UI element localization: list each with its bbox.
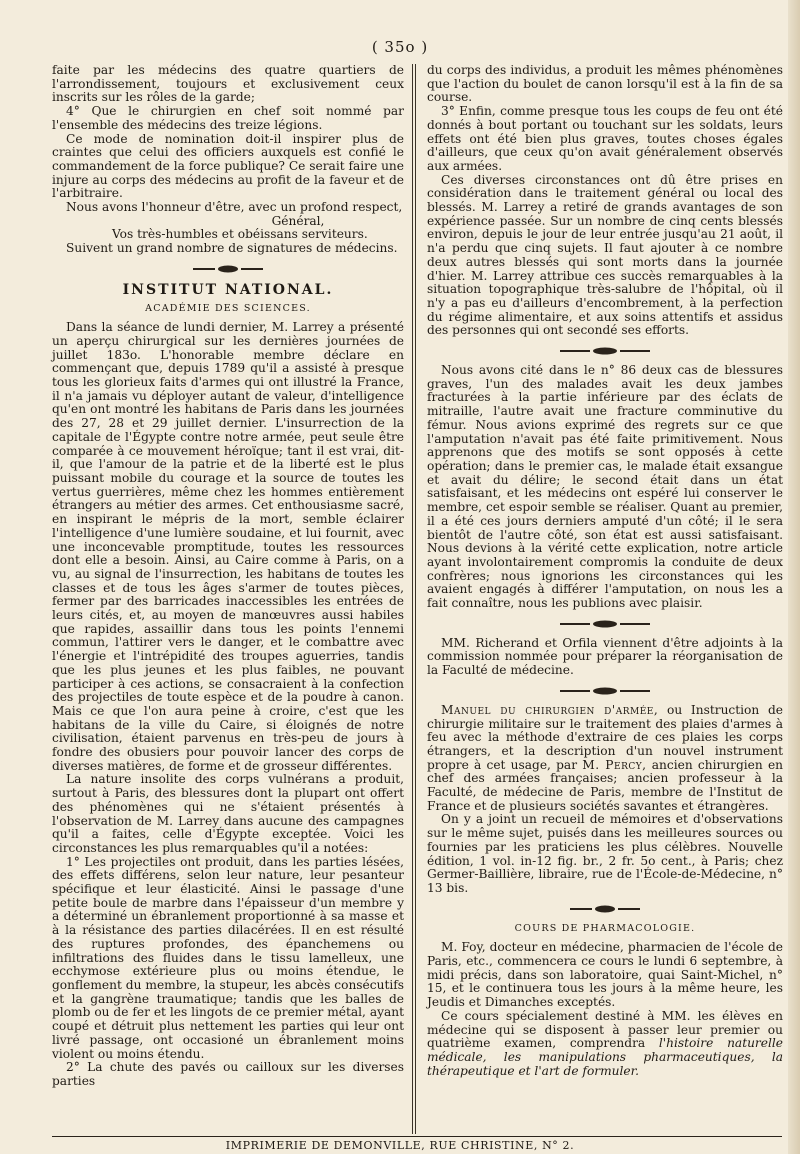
paragraph: faite par les médecins des quatre quartiers de l'arrondissement, toujours et exclusivement ceux inscrits sur les rôles de la garde;	[52, 63, 404, 105]
ornament-rule	[427, 342, 783, 360]
book-title: Manuel du chirurgien d'armée,	[441, 702, 659, 717]
ornament-rule	[52, 260, 404, 278]
paragraph: 4° Que le chirurgien en chef soit nommé par l'ensemble des médecins des treize légions.	[52, 104, 404, 132]
paragraph: On y a joint un recueil de mémoires et d'observations sur le même sujet, puisés dans les meilleures sources ou fournies par les praticiens les plus célèbres. Nouvelle édition, 1 vol. in-12 fig. br., 2 fr. 5o cent., à Paris; chez Germer-Baillière, libraire, rue de l'École-de-Médecine, n° 13 bis.	[427, 812, 783, 895]
page-edge	[788, 0, 800, 1154]
paragraph	[427, 1010, 783, 1079]
right-column	[427, 64, 783, 1078]
paragraph: du corps des individus, a produit les mêmes phénomènes que l'action du boulet de canon lorsqu'il est à la fin de sa course.	[427, 63, 783, 105]
section-subtitle: ACADÉMIE DES SCIENCES.	[145, 302, 311, 314]
paragraph-text: ou Instruction de chirurgie militaire sur le traitement des plaies d'armes à feu avec la méthode d'extraire de ces plaies les corps étrangers, et la description d'un nouvel instrument propre à cet usage, par	[427, 702, 783, 772]
author-name: M. Percy,	[582, 757, 647, 772]
footer-rule	[52, 1136, 782, 1137]
column-divider	[412, 64, 416, 1134]
paragraph: La nature insolite des corps vulnérans a produit, surtout à Paris, des blessures dont la plupart ont offert des phénomènes qui ne s'étaient présentés à l'observation de M. Larrey dans aucune des campagnes qu'il a faites, celle d'Égypte exceptée. Voici les circonstances les plus remarquables qu'il a notées:	[52, 772, 404, 855]
paragraph: 2° La chute des pavés ou cailloux sur les diverses parties	[52, 1060, 404, 1088]
paragraph: Nous avons l'honneur d'être, avec un profond respect,	[66, 200, 403, 215]
ornament-icon	[560, 619, 650, 629]
ornament-rule	[427, 682, 783, 700]
ornament-icon	[570, 904, 640, 914]
italic-text: l'histoire naturelle médicale, les manipulations pharmaceutiques, la thérapeutique et l'art de formuler.	[427, 1036, 783, 1078]
paragraph: Dans la séance de lundi dernier, M. Larrey a présenté un aperçu chirurgical sur les dernières journées de juillet 183o. L'honorable membre déclare en commençant que, depuis 1789 qu'il a assisté à presque tous les glorieux faits d'armes qui ont illustré la France, il n'a jamais vu déployer autant de valeur, d'intelligence qu'en ont montré les habitans de Paris dans les journées des 27, 28 et 29 juillet dernier. L'insurrection de la capitale de l'Égypte contre notre armée, peut seule être comparée à ce mouvement héroïque; tant il est vrai, dit-il, que l'amour de la patrie et de la liberté est le plus puissant mobile du courage et la source de toutes les vertus guerrières, même chez les hommes entièrement étrangers au métier des armes. Cet enthousiasme sacré, en inspirant le mépris de la mort, semble éclairer l'intelligence d'une lumière soudaine, et lui fournit, avec une inconcevable promptitude, toutes les ressources dont elle a besoin. Ainsi, au Caire comme à Paris, on a vu, au signal de l'insurrection, les habitans de toutes les classes et de tous les âges s'armer de toutes pièces, fermer par des barricades inaccessibles les entrées de leurs cités, et, au moyen de manœuvres aussi habiles que rapides, assaillir dans tous les points l'ennemi commun, l'attirer vers le danger, et le combattre avec l'énergie et l'intrépidité des troupes aguerries, tandis que les plus jeunes et les plus faibles, ne pouvant participer à ces actions, se consacraient à la confection des projectiles de toute espèce et de la poudre à canon. Mais ce que l'on aura peine à croire, c'est que les habitans de la ville du Caire, si éloignés de notre civilisation, étaient parvenus en très-peu de jours à fondre des obusiers pour pouvoir lancer des corps de diverses matières, de forme et de grosseur différentes.	[52, 320, 404, 773]
paragraph	[427, 704, 783, 814]
section-title: INSTITUT NATIONAL.	[122, 281, 334, 298]
signature-servants: Vos très-humbles et obéissans serviteurs.	[112, 227, 368, 242]
ornament-icon	[193, 264, 263, 274]
paragraph: M. Foy, docteur en médecine, pharmacien de l'école de Paris, etc., commencera ce cours le lundi 6 septembre, à midi précis, dans son laboratoire, quai Saint-Michel, n° 15, et le continuera tous les jours à la même heure, les Jeudis et Dimanches exceptés.	[427, 940, 783, 1010]
ornament-icon	[560, 686, 650, 696]
printer-imprint: IMPRIMERIE DE DEMONVILLE, RUE CHRISTINE, N° 2.	[225, 1139, 575, 1152]
paragraph: Ces diverses circonstances ont dû être prises en considération dans le traitement général ou local des blessés. M. Larrey a retiré de grands avantages de son expérience passée. Sur un nombre de cinq cents blessés environ, depuis le jour de leur entrée jusqu'au 21 août, il n'a perdu que cinq sujets. Il faut ajouter à ce nombre deux autres blessés qui sont morts dans la journée d'hier. M. Larrey attribue ces succès remarquables à la situation topographique très-salubre de l'hôpital, où il n'y a pas eu d'ailleurs d'encombrement, à la perfection du régime alimentaire, et aux soins attentifs et assidus des personnes qui ont secondé ses efforts.	[427, 172, 783, 338]
signature-title: Général,	[271, 213, 325, 228]
paragraph-text: ancien chirurgien en chef des armées françaises; ancien professeur à la Faculté, de médecine de Paris, membre de l'Institut de France et de plusieurs sociétés savantes et étrangères.	[427, 757, 784, 813]
paragraph: Suivent un grand nombre de signatures de médecins.	[66, 241, 398, 256]
paragraph: 1° Les projectiles ont produit, dans les parties lésées, des effets différens, selon leur nature, leur pesanteur spécifique et leur élasticité. Ainsi le passage d'une petite boule de marbre dans l'épaisseur d'un membre y a déterminé un ébranlement proportionné à sa masse et à la résistance des parties dilacérées. Il en est résulté des ruptures profondes, des épanchemens ou infiltrations des fluides dans le tissu lamelleux, une ecchymose extérieure plus ou moins étendue, le gonflement du membre, la stupeur, les abcès consécutifs et la gangrène traumatique; tandis que les balles de plomb ou de fer et les lingots de ce premier métal, ayant coupé et détruit plus nettement les parties qui leur ont livré passage, ont occasioné un ébranlement moins violent ou moins étendu.	[52, 854, 404, 1061]
ornament-rule	[427, 615, 783, 633]
paragraph: Ce mode de nomination doit-il inspirer plus de craintes que celui des officiers auxquels est confié le commandement de la force publique? Ce serait faire une injure au corps des médecins au profit de la faveur et de l'arbitraire.	[52, 131, 404, 201]
left-column	[52, 64, 404, 1089]
ornament-icon	[560, 346, 650, 356]
paragraph: MM. Richerand et Orfila viennent d'être adjoints à la commission nommée pour préparer la réorganisation de la Faculté de médecine.	[427, 635, 783, 678]
paragraph: Nous avons cité dans le n° 86 deux cas de blessures graves, l'un des malades avait les deux jambes fracturées à la partie inférieure par des éclats de mitraille, l'autre avait une fracture comminutive du fémur. Nous avions exprimé des regrets sur ce que l'amputation n'avait pas été faite primitivement. Nous apprenons que des motifs se sont opposés à cette opération; dans le premier cas, le malade était exsangue et avait du délire; le second était dans un état satisfaisant, et les médecins ont espéré lui conserver le membre, cet espoir semble se réaliser. Quant au premier, il a été ces jours derniers amputé d'un côté; il le sera bientôt de l'autre côté, son état est aussi satisfaisant. Nous devions à la vérité cette explication, notre article ayant involontairement compromis la conduite de deux confrères; nous ignorions les circonstances qui les avaient engagés à différer l'amputation, on nous les a fait connaître, nous les publions avec plaisir.	[427, 363, 783, 611]
ornament-rule	[427, 900, 783, 918]
paragraph-text: Ce cours spécialement destiné à MM. les élèves en médecine qui se disposent à passer leur premier ou quatrième examen, comprendra	[427, 1008, 783, 1051]
page-number: ( 35o )	[371, 38, 429, 56]
paragraph: 3° Enfin, comme presque tous les coups de feu ont été donnés à bout portant ou touchant sur les soldats, leurs effets ont été bien plus graves, toutes choses égales d'ailleurs, que ceux qu'on avait généralement observés aux armées.	[427, 104, 783, 173]
section-title: COURS DE PHARMACOLOGIE.	[514, 922, 696, 934]
